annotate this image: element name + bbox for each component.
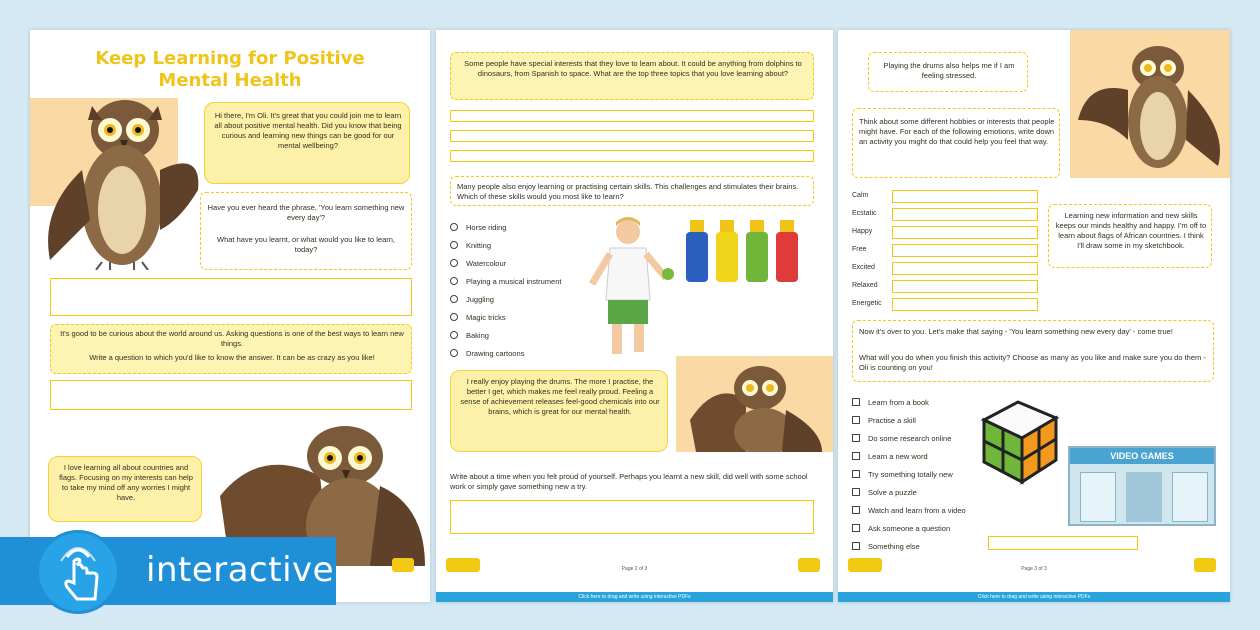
worksheet-page-3	[838, 30, 1230, 602]
drums-stress-text: Playing the drums also helps me if I am feeling stressed.	[883, 61, 1015, 80]
activity-option-9: Something else	[868, 542, 920, 551]
skill-option-3: Watercolour	[466, 259, 507, 268]
interests-info-box	[450, 52, 814, 100]
phrase-question-2: What have you learnt, or what would you like to learn, today?	[216, 235, 395, 254]
activity-option-2: Practise a skill	[868, 416, 916, 425]
learned-today-answer-field[interactable]	[50, 278, 412, 316]
drums-speech-bubble	[450, 370, 668, 452]
hand-tap-icon	[36, 530, 120, 614]
interests-text: Some people have special interests that they love to learn about. It could be anything from dolphins to dinosaurs, from Spanish to space. What are the top three topics that you love learning about?	[464, 59, 802, 78]
activity-option-3: Do some research online	[868, 434, 952, 443]
emotion-label-2: Ecstatic	[852, 210, 877, 217]
skill-radio-3[interactable]	[450, 259, 458, 267]
hobbies-info-box	[852, 108, 1060, 178]
video-games-store-illustration	[1068, 446, 1216, 526]
page-number: Page 2 of 3	[621, 566, 648, 572]
countries-bubble-text: I love learning all about countries and flags. Focusing on my interests can help to take my mind off any worries I might have.	[59, 463, 193, 502]
emotion-label-7: Energetic	[852, 300, 882, 307]
paint-bottles-illustration	[682, 218, 804, 286]
footer-link[interactable]: Click here to drag and write using interactive PDFs	[977, 594, 1091, 600]
skill-radio-4[interactable]	[450, 277, 458, 285]
proud-answer-field[interactable]	[450, 500, 814, 534]
curious-info-box	[50, 324, 412, 374]
curious-text-2: Write a question to which you'd like to know the answer. It can be as crazy as you like!	[89, 353, 375, 362]
activity-option-1: Learn from a book	[868, 398, 929, 407]
skill-radio-1[interactable]	[450, 223, 458, 231]
skill-option-8: Drawing cartoons	[466, 349, 525, 358]
activity-checkbox-1[interactable]	[852, 398, 860, 406]
phrase-question-box	[200, 192, 412, 270]
activity-option-4: Learn a new word	[868, 452, 928, 461]
skills-text: Many people also enjoy learning or practising certain skills. This challenges and stimulates their brains. Which of these skills would you most like to learn?	[457, 182, 799, 201]
hobbies-text: Think about some different hobbies or interests that people might have. For each of the following emotions, write down an activity you might do that could help you feel that way.	[859, 117, 1055, 146]
skill-option-4: Playing a musical instrument	[466, 277, 562, 286]
twinkl-logo	[392, 558, 414, 572]
activity-checkbox-8[interactable]	[852, 524, 860, 532]
skill-option-1: Horse riding	[466, 223, 507, 232]
worksheet-page-2	[436, 30, 833, 602]
worksheet-page-1	[30, 30, 430, 602]
emotion-answer-2[interactable]	[892, 208, 1038, 221]
footer-bar	[436, 592, 833, 602]
store-sign: VIDEO GAMES	[1070, 448, 1214, 464]
emotion-label-1: Calm	[852, 192, 869, 199]
skill-radio-2[interactable]	[450, 241, 458, 249]
emotion-answer-3[interactable]	[892, 226, 1038, 239]
skill-option-7: Baking	[466, 331, 489, 340]
skill-option-5: Juggling	[466, 295, 494, 304]
activity-option-7: Watch and learn from a video	[868, 506, 966, 515]
countries-speech-bubble	[48, 456, 202, 522]
question-answer-field[interactable]	[50, 380, 412, 410]
puzzle-cube-illustration	[978, 396, 1060, 486]
page-number: Page 3 of 3	[1021, 566, 1047, 572]
emotion-answer-4[interactable]	[892, 244, 1038, 257]
saying-text: Now it's over to you. Let's make that saying - 'You learn something new every day' - come true!	[859, 327, 1173, 336]
skill-option-6: Magic tricks	[466, 313, 506, 322]
activity-text: What will you do when you finish this activity? Choose as many as you like and make sure you do them - Oli is counting on you!	[859, 353, 1206, 372]
activity-option-8: Ask someone a question	[868, 524, 951, 533]
interest-answer-2[interactable]	[450, 130, 814, 142]
curious-text-1: It's good to be curious about the world around us. Asking questions is one of the best ways to learn new things.	[60, 329, 404, 348]
activity-option-5: Try something totally new	[868, 470, 953, 479]
owl-illustration-1	[30, 90, 202, 270]
emotion-answer-7[interactable]	[892, 298, 1038, 311]
activity-checkbox-9[interactable]	[852, 542, 860, 550]
skill-radio-8[interactable]	[450, 349, 458, 357]
skill-radio-5[interactable]	[450, 295, 458, 303]
interactive-label: interactive	[146, 550, 335, 590]
phrase-question-1: Have you ever heard the phrase, 'You learn something new every day'?	[207, 203, 405, 222]
emotion-label-5: Excited	[852, 264, 875, 271]
activity-checkbox-3[interactable]	[852, 434, 860, 442]
interest-answer-1[interactable]	[450, 110, 814, 122]
footer-link[interactable]: Click here to drag and write using interactive PDFs	[578, 594, 691, 600]
flags-speech-bubble	[1048, 204, 1212, 268]
skill-option-2: Knitting	[466, 241, 492, 250]
flags-bubble-text: Learning new information and new skills keeps our minds healthy and happy. I'm off to learn about flags of African countries. I think I'll draw some in my sketchbook.	[1055, 211, 1207, 250]
drums-stress-bubble	[868, 52, 1028, 92]
emotion-answer-1[interactable]	[892, 190, 1038, 203]
activity-checkbox-2[interactable]	[852, 416, 860, 424]
something-else-field[interactable]	[988, 536, 1138, 550]
emotion-label-3: Happy	[852, 228, 873, 235]
juggling-boy-illustration	[586, 214, 676, 364]
activity-checkbox-7[interactable]	[852, 506, 860, 514]
activity-checkbox-4[interactable]	[852, 452, 860, 460]
emotion-answer-6[interactable]	[892, 280, 1038, 293]
activity-checkbox-6[interactable]	[852, 488, 860, 496]
skills-info-box	[450, 176, 814, 206]
intro-speech-bubble	[204, 102, 410, 184]
saying-info-box	[852, 320, 1214, 382]
owl-illustration-3	[686, 360, 826, 452]
skill-radio-7[interactable]	[450, 331, 458, 339]
proud-text: Write about a time when you felt proud of yourself. Perhaps you learnt a new skill, did well with some school work or simply gave something new a try.	[450, 472, 808, 491]
skill-radio-6[interactable]	[450, 313, 458, 321]
activity-checkbox-5[interactable]	[852, 470, 860, 478]
footer-bar	[838, 592, 1230, 602]
page-title: Keep Learning for Positive Mental Health	[95, 48, 365, 91]
emotion-answer-5[interactable]	[892, 262, 1038, 275]
emotion-label-4: Free	[852, 246, 867, 253]
drums-bubble-text: I really enjoy playing the drums. The more I practise, the better I get, which makes me feel really proud. Feeling a sense of achievement releases feel-good chemicals into our brains, which is great for our mental health.	[460, 377, 660, 416]
emotion-label-6: Relaxed	[852, 282, 878, 289]
intro-bubble-text: Hi there, I'm Oli. It's great that you could join me to learn all about positive mental health. Did you know that being curious and learning new things can be good for our mental wellbeing?	[214, 111, 402, 150]
activity-option-6: Solve a puzzle	[868, 488, 917, 497]
owl-illustration-4	[1078, 40, 1228, 174]
interest-answer-3[interactable]	[450, 150, 814, 162]
